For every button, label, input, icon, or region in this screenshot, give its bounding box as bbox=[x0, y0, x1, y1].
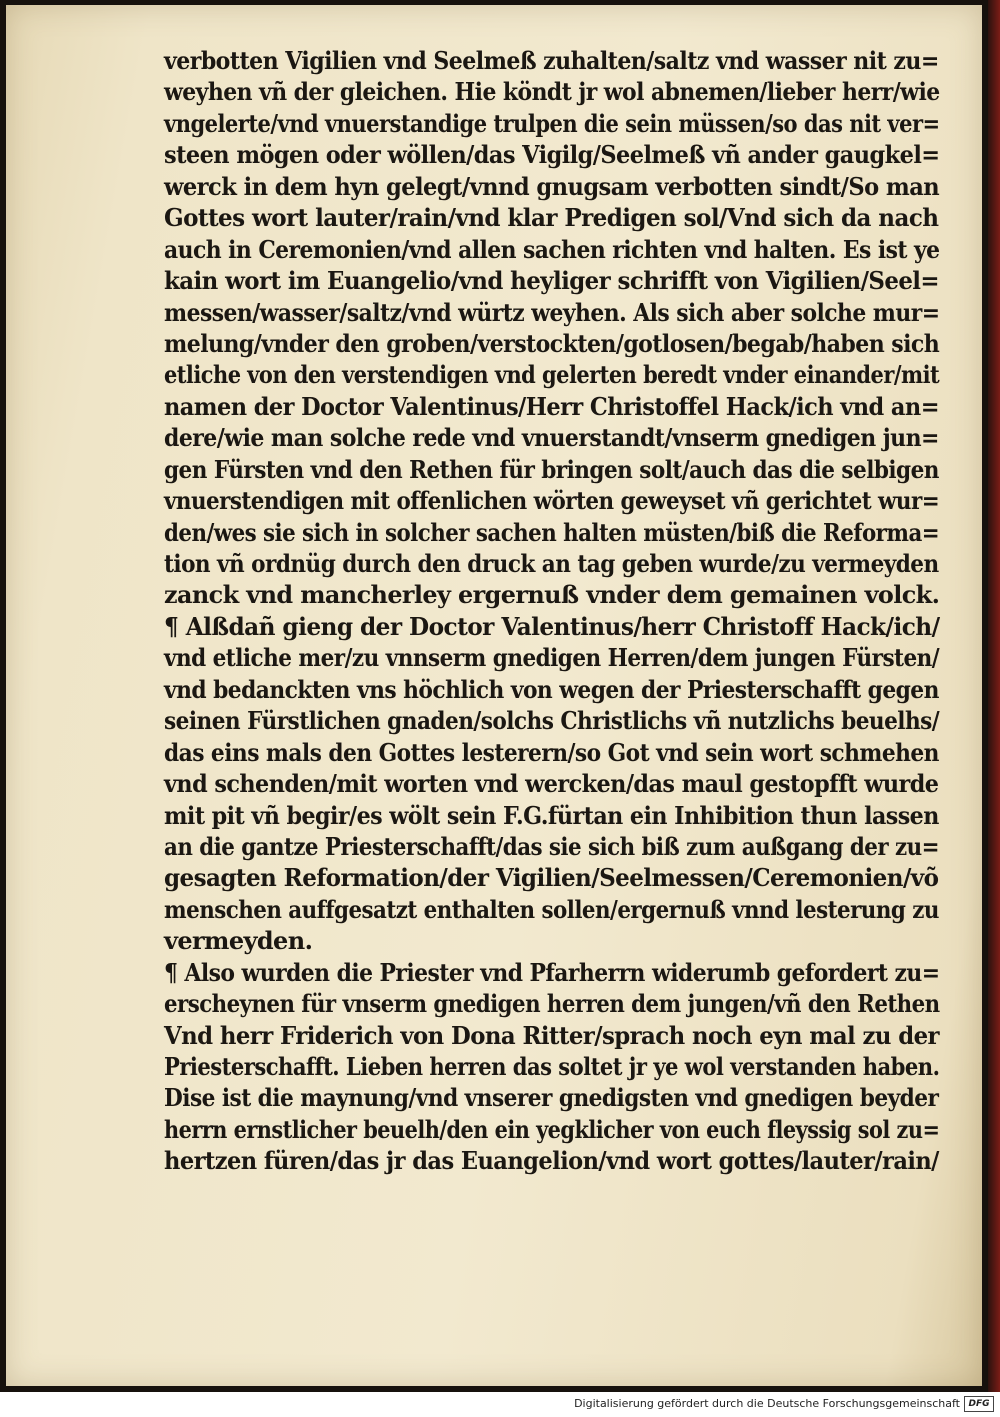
text-line: werck in dem hyn gelegt/vnnd gnugsam verbotten sindt/So man bbox=[164, 171, 940, 201]
text-line: Gottes wort lauter/rain/vnd klar Predigen sol/Vnd sich da nach bbox=[164, 203, 939, 233]
footer bbox=[0, 1392, 1000, 1417]
text-line: den/wes sie sich in solcher sachen halten müsten/biß die Reforma= bbox=[164, 517, 940, 547]
text-line: kain wort im Euangelio/vnd heyliger schrifft von Vigilien/Seel= bbox=[164, 266, 940, 296]
text-line: seinen Fürstlichen gnaden/solchs Christlichs vñ nutzlichs beuelhs/ bbox=[164, 706, 940, 736]
text-line: an die gantze Priesterschafft/das sie sich biß zum außgang der zu= bbox=[164, 831, 940, 861]
text-line: vnd bedanckten vns höchlich von wegen der Priesterschafft gegen bbox=[164, 674, 939, 704]
footer-credit: Digitalisierung gefördert durch die Deutsche Forschungsgemeinschaft bbox=[574, 1397, 960, 1410]
text-line: vnuerstendigen mit offenlichen wörten geweyset vñ gerichtet wur= bbox=[164, 486, 940, 516]
text-line: menschen auffgesatzt enthalten sollen/ergernuß vnnd lesterung zu bbox=[164, 894, 939, 924]
text-line: gesagten Reformation/der Vigilien/Seelmessen/Ceremonien/võ bbox=[164, 863, 939, 893]
text-line: hertzen füren/das jr das Euangelion/vnd wort gottes/lauter/rain/ bbox=[164, 1146, 939, 1176]
text-line: weyhen vñ der gleichen. Hie köndt jr wol abnemen/lieber herr/wie bbox=[164, 77, 940, 107]
scan-edge bbox=[988, 0, 1000, 1392]
text-line: verbotten Vigilien vnd Seelmeß zuhalten/saltz vnd wasser nit zu= bbox=[164, 46, 939, 75]
text-line: vnd etliche mer/zu vnnserm gnedigen Herren/dem jungen Fürsten/ bbox=[164, 643, 940, 673]
text-line: melung/vnder den groben/verstockten/gotlosen/begab/haben sich bbox=[164, 328, 940, 358]
text-line: ¶ Also wurden die Priester vnd Pfarherrn widerumb gefordert zu= bbox=[164, 957, 940, 987]
text-line: zanck vnd mancherley ergernuß vnder dem gemainen volck. bbox=[164, 580, 940, 610]
text-line: dere/wie man solche rede vnd vnuerstandt/vnserm gnedigen jun= bbox=[164, 423, 939, 453]
document-page bbox=[6, 5, 982, 1386]
text-line: herrn ernstlicher beuelh/den ein yegklicher von euch fleyssig sol zu= bbox=[164, 1114, 940, 1144]
text-line: vnd schenden/mit worten vnd wercken/das maul gestopfft wurde bbox=[164, 769, 939, 799]
text-line: Priesterschafft. Lieben herren das soltet jr ye wol verstanden haben. bbox=[164, 1052, 940, 1081]
text-line: mit pit vñ begir/es wölt sein F.G.fürtan ein Inhibition thun lassen bbox=[164, 800, 939, 830]
text-line: ¶ Alßdañ gieng der Doctor Valentinus/herr Christoff Hack/ich/ bbox=[164, 611, 940, 641]
text-line: Vnd herr Friderich von Dona Ritter/sprach noch eyn mal zu der bbox=[164, 1020, 939, 1050]
text-line: erscheynen für vnserm gnedigen herren dem jungen/vñ den Rethen bbox=[164, 989, 940, 1019]
text-line: Dise ist die maynung/vnd vnserer gnedigsten vnd gnedigen beyder bbox=[164, 1083, 939, 1113]
text-line: messen/wasser/saltz/vnd würtz weyhen. Als sich aber solche mur= bbox=[164, 297, 940, 327]
text-line: das eins mals den Gottes lesterern/so Got vnd sein wort schmehen bbox=[164, 737, 939, 767]
text-line: gen Fürsten vnd den Rethen für bringen solt/auch das die selbigen bbox=[164, 454, 939, 484]
text-line: auch in Ceremonien/vnd allen sachen richten vnd halten. Es ist ye bbox=[164, 234, 940, 264]
dfg-logo: DFG bbox=[964, 1396, 994, 1412]
text-line: vngelerte/vnd vnuerstandige trulpen die sein müssen/so das nit ver= bbox=[164, 108, 940, 138]
text-line: namen der Doctor Valentinus/Herr Christoffel Hack/ich vnd an= bbox=[164, 391, 939, 421]
body-text bbox=[164, 45, 939, 1177]
text-line: vermeyden. bbox=[164, 926, 313, 956]
text-line: tion vñ ordnüg durch den druck an tag geben wurde/zu vermeyden bbox=[164, 549, 939, 578]
text-line: steen mögen oder wöllen/das Vigilg/Seelmeß vñ ander gaugkel= bbox=[164, 140, 940, 170]
text-line: etliche von den verstendigen vnd gelerten beredt vnder einander/mit bbox=[164, 360, 940, 390]
